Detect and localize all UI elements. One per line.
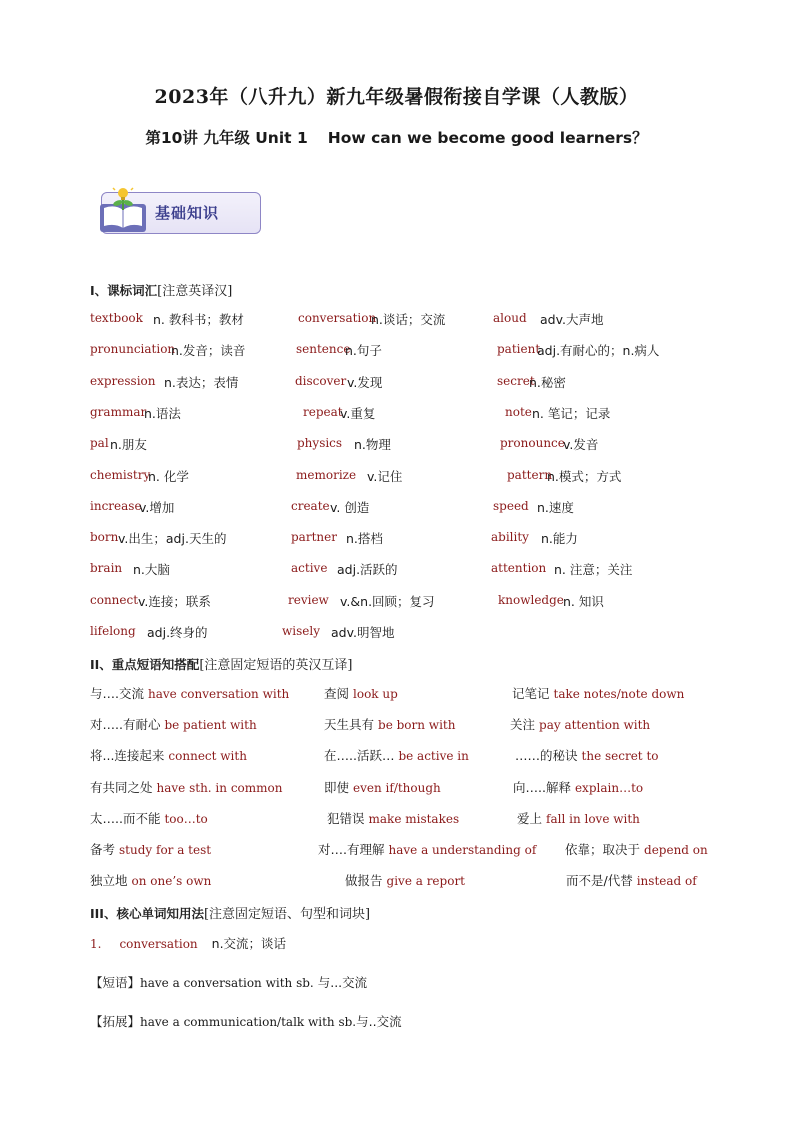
core-item-word: conversation bbox=[119, 937, 198, 951]
phrase-chinese: 对…..有耐心 bbox=[90, 717, 161, 733]
phrase-chinese: 查阅 bbox=[324, 686, 350, 701]
vocabulary-row bbox=[0, 498, 793, 518]
phrase-item bbox=[90, 840, 211, 858]
vocab-word: note bbox=[505, 404, 532, 419]
phrase-chinese: 记笔记 bbox=[512, 686, 550, 701]
vocab-meaning: adj.有耐心的；n.病人 bbox=[537, 343, 660, 359]
vocab-word: chemistry bbox=[90, 467, 151, 482]
phrase-chinese: 犯错误 bbox=[327, 810, 365, 826]
phrase-chinese: 在…..活跃… bbox=[324, 748, 395, 764]
extension-en: have a communication/talk with sb. bbox=[140, 1015, 357, 1029]
phrase-english: have sth. in common bbox=[156, 780, 283, 795]
phrase-english: too…to bbox=[164, 811, 208, 826]
book-lightbulb-icon bbox=[95, 186, 155, 238]
vocab-word: brain bbox=[90, 561, 123, 576]
phrase-english: be active in bbox=[398, 749, 469, 764]
phrase-chinese: 即使 bbox=[324, 779, 350, 795]
phrase-item bbox=[566, 871, 697, 889]
vocab-word: partner bbox=[291, 530, 337, 545]
vocab-meaning: n.能力 bbox=[541, 531, 578, 547]
section-vocabulary-note: [注意英译汉] bbox=[157, 284, 233, 299]
vocab-word: grammar bbox=[90, 404, 147, 419]
section-core-label: III、核心单词知用法 bbox=[90, 906, 204, 921]
core-item-meaning: n.交流；谈话 bbox=[211, 936, 287, 951]
vocab-meaning: n.朋友 bbox=[110, 437, 147, 453]
vocab-meaning: v.连接；联系 bbox=[138, 593, 211, 609]
phrase-item bbox=[565, 840, 708, 858]
phrase-row bbox=[0, 715, 793, 735]
vocab-word: physics bbox=[297, 436, 343, 451]
phrase-english: study for a test bbox=[119, 843, 212, 857]
vocab-meaning: n.秘密 bbox=[529, 374, 566, 390]
vocabulary-row bbox=[0, 341, 793, 361]
vocab-meaning: adv.明智地 bbox=[331, 625, 395, 640]
vocab-meaning: n.谈话；交流 bbox=[371, 312, 446, 327]
vocab-meaning: v.发现 bbox=[347, 374, 383, 390]
phrase-item bbox=[324, 778, 441, 796]
phrase-english: depend on bbox=[644, 843, 708, 857]
phrase-item bbox=[510, 715, 650, 733]
phrase-english: be born with bbox=[378, 718, 456, 733]
vocab-meaning: v. 创造 bbox=[330, 499, 370, 515]
phrase-chinese: 做报告 bbox=[345, 873, 383, 889]
phrase-english: on one’s own bbox=[131, 874, 212, 889]
vocab-meaning: n.物理 bbox=[354, 437, 391, 453]
vocab-word: review bbox=[288, 592, 329, 607]
core-phrase-line bbox=[90, 973, 367, 991]
vocab-word: create bbox=[291, 498, 330, 513]
vocab-word: pattern bbox=[507, 467, 553, 482]
phrase-item bbox=[324, 746, 469, 764]
vocab-word: patient bbox=[497, 342, 541, 357]
vocab-meaning: adj.终身的 bbox=[147, 625, 208, 640]
lesson-subtitle bbox=[0, 126, 793, 148]
vocab-word: sentence bbox=[296, 342, 351, 357]
phrase-row bbox=[0, 809, 793, 829]
core-item-1 bbox=[90, 934, 286, 952]
vocabulary-row bbox=[0, 529, 793, 549]
vocab-word: pronounce bbox=[500, 436, 565, 451]
phrase-item bbox=[513, 778, 643, 796]
vocab-word: pronunciation bbox=[90, 342, 176, 357]
vocab-word: knowledge bbox=[498, 592, 564, 607]
phrase-item bbox=[90, 778, 282, 796]
section-phrases-label: II、重点短语知搭配 bbox=[90, 657, 200, 672]
phrase-row bbox=[0, 778, 793, 798]
vocab-meaning: v.出生；adj.天生的 bbox=[118, 531, 227, 547]
vocab-word: ability bbox=[491, 530, 529, 545]
phrase-chinese: 而不是/代替 bbox=[566, 873, 633, 889]
phrase-row bbox=[0, 746, 793, 766]
phrase-chinese: 与….交流 bbox=[90, 686, 144, 701]
section-badge bbox=[95, 186, 261, 238]
section-core-heading bbox=[90, 903, 370, 922]
vocabulary-row bbox=[0, 404, 793, 424]
section-vocabulary-label: I、课标词汇 bbox=[90, 283, 158, 298]
phrase-chinese: 天生具有 bbox=[324, 717, 375, 733]
phrase-item bbox=[345, 871, 465, 889]
section-vocabulary-heading bbox=[90, 280, 232, 299]
phrase-english: instead of bbox=[636, 874, 697, 889]
phrase-english: take notes/note down bbox=[553, 687, 685, 701]
phrase-item bbox=[90, 871, 211, 889]
section-phrases-note: [注意固定短语的英汉互译] bbox=[199, 658, 353, 673]
phrase-english: have a understanding of bbox=[388, 843, 537, 857]
vocab-meaning: n.表达；表情 bbox=[164, 374, 239, 390]
phrase-english: have conversation with bbox=[147, 687, 290, 701]
vocab-meaning: v.重复 bbox=[340, 405, 376, 421]
vocab-word: wisely bbox=[282, 624, 320, 638]
lesson-subtitle-right: How can we become good learners？ bbox=[327, 129, 648, 147]
phrase-english: fall in love with bbox=[546, 811, 640, 826]
phrase-english: the secret to bbox=[581, 749, 659, 764]
vocab-meaning: n.发音；读音 bbox=[171, 343, 246, 359]
phrase-item bbox=[515, 746, 658, 764]
phrase-english: explain…to bbox=[574, 780, 644, 795]
badge-label: 基础知识 bbox=[155, 204, 220, 222]
phrase-english: look up bbox=[353, 687, 398, 701]
phrase-english: be patient with bbox=[164, 718, 257, 733]
vocabulary-row bbox=[0, 435, 793, 455]
phrase-chinese: 依靠；取决于 bbox=[565, 842, 641, 857]
phrase-item bbox=[90, 715, 257, 733]
vocab-word: aloud bbox=[493, 311, 527, 325]
phrase-row bbox=[0, 871, 793, 891]
vocab-meaning: n. 教科书；教材 bbox=[153, 312, 244, 327]
phrase-chinese: ……的秘诀 bbox=[515, 748, 578, 764]
core-item-number: 1. bbox=[90, 937, 102, 951]
vocab-word: expression bbox=[90, 373, 156, 388]
phrase-item bbox=[512, 684, 684, 702]
vocab-word: pal bbox=[90, 436, 109, 451]
vocab-word: speed bbox=[493, 498, 529, 513]
phrase-row bbox=[0, 840, 793, 860]
phrase-chinese: 爱上 bbox=[517, 810, 543, 826]
vocab-meaning: n.模式；方式 bbox=[547, 468, 622, 484]
phrase-chinese: 备考 bbox=[90, 842, 116, 857]
vocab-word: attention bbox=[491, 561, 547, 576]
vocab-meaning: n. 笔记；记录 bbox=[532, 405, 611, 421]
phrase-item bbox=[517, 809, 640, 827]
vocab-meaning: v.发音 bbox=[563, 437, 599, 453]
phrase-en: have a conversation with sb. bbox=[140, 976, 314, 990]
section-core-note: [注意固定短语、句型和词块] bbox=[203, 907, 371, 922]
phrase-item bbox=[90, 684, 289, 702]
vocab-meaning: n.语法 bbox=[144, 405, 181, 421]
phrase-english: connect with bbox=[168, 749, 247, 764]
phrase-chinese: 独立地 bbox=[90, 873, 128, 889]
phrase-item bbox=[327, 809, 459, 827]
extension-zh: 与..交流 bbox=[356, 1014, 402, 1029]
core-extension-line bbox=[90, 1012, 402, 1030]
vocab-word: textbook bbox=[90, 311, 143, 325]
vocab-word: conversation bbox=[298, 311, 377, 325]
vocab-meaning: v.记住 bbox=[367, 468, 403, 484]
phrase-chinese: 有共同之处 bbox=[90, 779, 153, 795]
vocab-word: repeat bbox=[303, 404, 343, 419]
vocab-word: born bbox=[90, 530, 119, 545]
phrase-chinese: 对….有理解 bbox=[318, 842, 385, 857]
phrase-tag: 【短语】 bbox=[90, 975, 141, 990]
vocab-word: active bbox=[291, 561, 328, 576]
vocabulary-row bbox=[0, 310, 793, 330]
vocab-meaning: n. 化学 bbox=[148, 468, 189, 484]
vocab-word: lifelong bbox=[90, 624, 136, 638]
vocab-meaning: n.搭档 bbox=[346, 531, 383, 547]
phrase-chinese: 将...连接起来 bbox=[90, 748, 165, 764]
vocabulary-row bbox=[0, 592, 793, 612]
phrase-chinese: 向…..解释 bbox=[513, 779, 571, 795]
vocab-meaning: adj.活跃的 bbox=[337, 562, 398, 578]
vocab-meaning: n. 注意；关注 bbox=[554, 562, 633, 578]
vocab-meaning: v.增加 bbox=[139, 499, 175, 515]
document-title: 2023年（八升九）新九年级暑假衔接自学课（人教版） bbox=[154, 86, 639, 108]
vocab-meaning: v.&n.回顾；复习 bbox=[340, 593, 435, 609]
phrase-item bbox=[90, 746, 247, 764]
phrase-english: make mistakes bbox=[368, 811, 460, 826]
phrase-row bbox=[0, 684, 793, 704]
phrase-item bbox=[324, 684, 398, 702]
extension-tag: 【拓展】 bbox=[90, 1014, 141, 1029]
vocab-meaning: adv.大声地 bbox=[540, 312, 604, 327]
vocab-meaning: n. 知识 bbox=[563, 593, 604, 609]
phrase-item bbox=[324, 715, 455, 733]
vocab-word: increase bbox=[90, 498, 142, 513]
phrase-english: even if/though bbox=[353, 780, 441, 795]
vocabulary-row bbox=[0, 373, 793, 393]
vocab-word: memorize bbox=[296, 467, 357, 482]
vocab-word: connect bbox=[90, 592, 139, 607]
phrase-chinese: 太…..而不能 bbox=[90, 810, 161, 826]
section-phrases-heading bbox=[90, 654, 352, 673]
phrase-zh: 与...交流 bbox=[317, 975, 368, 990]
phrase-english: give a report bbox=[386, 874, 466, 889]
vocab-word: secret bbox=[497, 373, 535, 388]
phrase-item bbox=[318, 840, 536, 858]
vocab-meaning: n.大脑 bbox=[133, 562, 170, 578]
vocab-meaning: n.句子 bbox=[345, 343, 382, 359]
vocabulary-row bbox=[0, 560, 793, 580]
phrase-chinese: 关注 bbox=[510, 717, 536, 733]
vocabulary-row bbox=[0, 467, 793, 487]
lesson-subtitle-left: 第10讲 九年级 Unit 1 bbox=[145, 129, 308, 147]
phrase-item bbox=[90, 809, 208, 827]
vocab-word: discover bbox=[295, 373, 347, 388]
phrase-english: pay attention with bbox=[539, 718, 651, 733]
vocab-meaning: n.速度 bbox=[537, 499, 574, 515]
vocabulary-row bbox=[0, 623, 793, 643]
